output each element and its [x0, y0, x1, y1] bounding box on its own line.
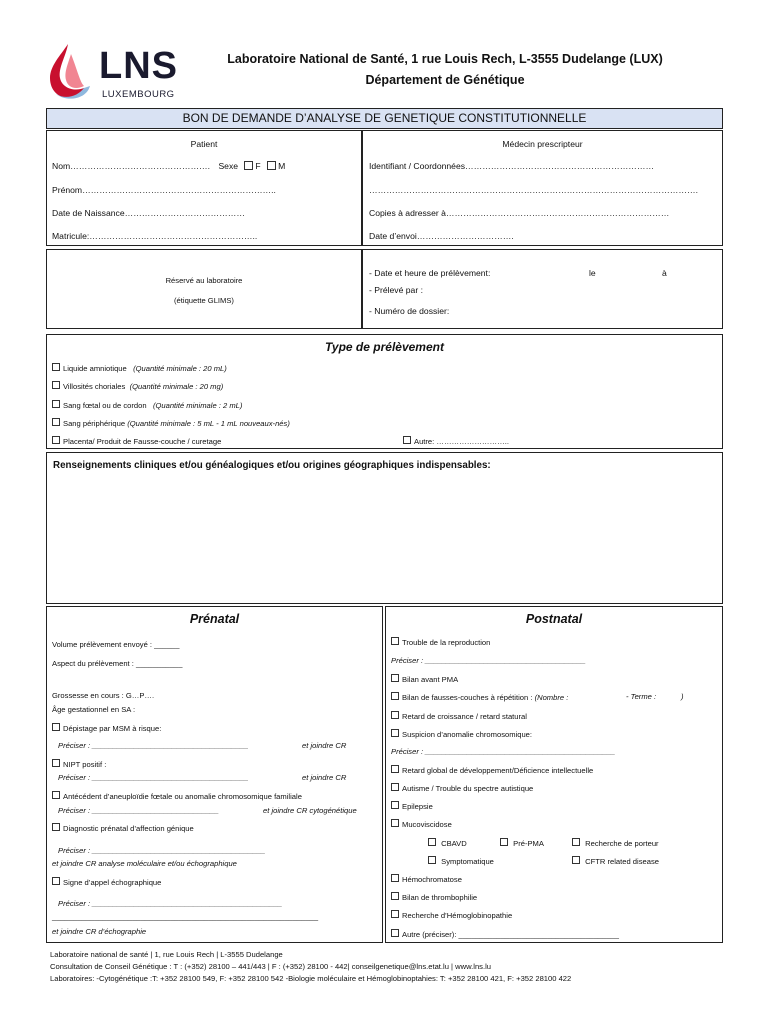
checkbox[interactable] — [391, 929, 399, 937]
checkbox[interactable] — [500, 838, 508, 846]
signe-label: Signe d’appel échographique — [63, 878, 162, 887]
sample-label: Sang périphérique — [63, 419, 126, 428]
prenatal-preciser-2[interactable]: Préciser : _____________________________________ — [58, 773, 249, 782]
patient-nom-field[interactable] — [52, 161, 285, 171]
postnatal-close-paren: ) — [681, 692, 684, 701]
header-department: Département de Génétique — [365, 73, 525, 87]
numero-dossier-field[interactable]: - Numéro de dossier: — [369, 306, 450, 316]
prenatal-aspect-field[interactable]: Aspect du prélèvement : ___________ — [52, 659, 183, 668]
diagnostic-label: Diagnostic prénatal d’affection génique — [63, 824, 194, 833]
prenatal-age-field[interactable]: Âge gestationnel en SA : — [52, 705, 136, 714]
porteur-label: Recherche de porteur — [585, 839, 659, 848]
checkbox[interactable] — [391, 765, 399, 773]
prenatal-signe-option[interactable] — [52, 877, 161, 887]
checkbox[interactable] — [391, 729, 399, 737]
checkbox[interactable] — [52, 877, 60, 885]
cbavd-label: CBAVD — [441, 839, 467, 848]
mucoviscidose-label: Mucoviscidose — [402, 820, 452, 829]
nom-label: Nom…………………………………………. — [52, 161, 211, 171]
footer-address: Laboratoire national de santé | 1, rue Louis Rech | L-3555 Dudelange — [50, 950, 283, 959]
a-label: à — [662, 268, 667, 278]
prenatal-underline[interactable]: _______________________________________________________________ — [52, 912, 319, 921]
checkbox[interactable] — [428, 856, 436, 864]
hemoglobinopathie-label: Recherche d’Hémoglobinopathie — [402, 911, 513, 920]
trouble-label: Trouble de la reproduction — [402, 638, 491, 647]
medecin-identifiant-field[interactable]: Identifiant / Coordonnées………………………………………………………… — [369, 161, 655, 171]
nipt-label: NIPT positif : — [63, 760, 107, 769]
sexe-f-label: F — [255, 161, 261, 171]
checkbox[interactable] — [391, 711, 399, 719]
checkbox[interactable] — [52, 418, 60, 426]
prenatal-joindre-1: et joindre CR — [302, 741, 347, 750]
checkbox[interactable] — [52, 436, 60, 444]
prenatal-antecedent-option[interactable] — [52, 791, 302, 801]
checkbox[interactable] — [391, 674, 399, 682]
checkbox[interactable] — [428, 838, 436, 846]
checkbox[interactable] — [52, 723, 60, 731]
checkbox[interactable] — [52, 363, 60, 371]
bilan-fc-label: Bilan de fausses-couches à répétition : — [402, 693, 533, 702]
postnatal-bilan-pma-option[interactable] — [391, 674, 458, 684]
checkbox[interactable] — [391, 874, 399, 882]
antecedent-label: Antécédent d’aneuploïdie fœtale ou anomalie chromosomique familiale — [63, 792, 302, 801]
renseignements-box[interactable] — [46, 452, 723, 604]
prenatal-grossesse-field[interactable]: Grossesse en cours : G…P…. — [52, 691, 155, 700]
checkbox[interactable] — [391, 910, 399, 918]
thrombophilie-label: Bilan de thrombophilie — [402, 893, 478, 902]
header-address: Laboratoire National de Santé, 1 rue Louis Rech, L-3555 Dudelange (LUX) — [227, 52, 663, 66]
reserve-line1: Réservé au laboratoire — [165, 276, 243, 285]
muco-cftr-option[interactable] — [572, 856, 659, 866]
logo-subtext: LUXEMBOURG — [102, 89, 175, 100]
sample-label: Placenta/ Produit de Fausse-couche / curetage — [63, 437, 222, 446]
sample-option-4[interactable] — [52, 418, 290, 428]
retard-label: Retard de croissance / retard statural — [402, 712, 527, 721]
checkbox[interactable] — [572, 856, 580, 864]
logo-text: LNS — [99, 45, 178, 87]
medecin-copies-field[interactable]: Copies à adresser à…………………………………………………………………… — [369, 208, 670, 218]
prenatal-preciser-3[interactable]: Préciser : ______________________________ — [58, 806, 219, 815]
checkbox[interactable] — [403, 436, 411, 444]
postnatal-preciser-1[interactable]: Préciser : ______________________________________ — [391, 656, 586, 665]
sample-label: Villosités choriales — [63, 382, 126, 391]
postnatal-autre-option[interactable] — [391, 929, 619, 939]
postnatal-retard-option[interactable] — [391, 711, 527, 721]
checkbox[interactable] — [391, 783, 399, 791]
autre-label: Autre (préciser): ______________________________________ — [402, 930, 620, 939]
footer-laboratoires: Laboratoires: -Cytogénétique :T: +352 28100 549, F: +352 28100 542 -Biologie moléculaire et Hémoglobinoptahies: T: +352 28100 421, F: +352 28100 422 — [50, 974, 572, 983]
cftr-label: CFTR related disease — [585, 857, 659, 866]
postnatal-terme-label: - Terme : — [626, 692, 657, 701]
checkbox[interactable] — [572, 838, 580, 846]
patient-matricule-field[interactable]: Matricule:………………………………………………….. — [52, 231, 258, 241]
prenatal-joindre-5: et joindre CR d’échographie — [52, 927, 147, 936]
sexe-m-label: M — [278, 161, 286, 171]
checkbox[interactable] — [391, 801, 399, 809]
checkbox[interactable] — [52, 381, 60, 389]
lns-logo — [44, 42, 179, 102]
prenatal-depistage-option[interactable] — [52, 723, 161, 733]
sexe-m-checkbox[interactable] — [267, 161, 276, 170]
checkbox[interactable] — [52, 823, 60, 831]
checkbox[interactable] — [52, 400, 60, 408]
sample-option-2[interactable] — [52, 381, 223, 391]
sample-note: (Quantité minimale : 5 mL - 1 mL nouveaux-nés) — [127, 419, 290, 428]
prenatal-preciser-1[interactable]: Préciser : _____________________________________ — [58, 741, 249, 750]
checkbox[interactable] — [391, 692, 399, 700]
type-prelevement-heading: Type de prélèvement — [325, 340, 444, 354]
sample-label: Sang fœtal ou de cordon — [63, 401, 147, 410]
muco-cbavd-option[interactable] — [428, 838, 467, 848]
sexe-f-checkbox[interactable] — [244, 161, 253, 170]
postnatal-trouble-option[interactable] — [391, 637, 490, 647]
prenatal-preciser-4[interactable]: Préciser : _________________________________________ — [58, 846, 266, 855]
retard-global-label: Retard global de développement/Déficience intellectuelle — [402, 766, 594, 775]
postnatal-preciser-2[interactable]: Préciser : _____________________________________________ — [391, 747, 616, 756]
postnatal-epilepsie-option[interactable] — [391, 801, 433, 811]
postnatal-mucoviscidose-option[interactable] — [391, 819, 452, 829]
checkbox[interactable] — [52, 759, 60, 767]
le-label: le — [589, 268, 596, 278]
checkbox[interactable] — [52, 791, 60, 799]
symptomatique-label: Symptomatique — [441, 857, 494, 866]
medecin-date-envoi-field[interactable]: Date d’envoi……………………………. — [369, 231, 514, 241]
sample-note: (Quantité minimale : 20 mg) — [129, 382, 224, 391]
postnatal-hemochromatose-option[interactable] — [391, 874, 462, 884]
form-title: BON DE DEMANDE D’ANALYSE DE GENETIQUE CONSTITUTIONNELLE — [182, 111, 587, 125]
postnatal-suspicion-option[interactable] — [391, 729, 532, 739]
sample-option-autre[interactable] — [403, 436, 509, 446]
prenatal-volume-field[interactable]: Volume prélèvement envoyé : ______ — [52, 640, 180, 649]
form-title-bar — [46, 108, 723, 129]
prenatal-diagnostic-option[interactable] — [52, 823, 194, 833]
date-heure-field[interactable]: - Date et heure de prélèvement: — [369, 268, 491, 278]
epilepsie-label: Epilepsie — [402, 802, 433, 811]
postnatal-bilan-fc-option[interactable] — [391, 692, 568, 702]
muco-porteur-option[interactable] — [572, 838, 659, 848]
muco-symptomatique-option[interactable] — [428, 856, 494, 866]
medecin-heading: Médecin prescripteur — [502, 139, 583, 149]
preleve-par-field[interactable]: - Prélevé par : — [369, 285, 423, 295]
reserve-box — [46, 249, 362, 329]
sample-label: Liquide amniotique — [63, 364, 127, 373]
sample-note: (Quantité minimale : 2 mL) — [152, 401, 243, 410]
postnatal-hemoglobinopathie-option[interactable] — [391, 910, 512, 920]
sample-option-5[interactable] — [52, 436, 221, 446]
sample-option-3[interactable] — [52, 400, 242, 410]
muco-prepma-option[interactable] — [500, 838, 544, 848]
sample-note: (Quantité minimale : 20 mL) — [133, 364, 227, 373]
sexe-label: Sexe — [218, 161, 239, 171]
prenatal-preciser-5[interactable]: Préciser : _____________________________________________ — [58, 899, 283, 908]
checkbox[interactable] — [391, 892, 399, 900]
reserve-line2: (étiquette GLIMS) — [174, 296, 234, 305]
checkbox[interactable] — [391, 637, 399, 645]
depistage-label: Dépistage par MSM à risque: — [63, 724, 162, 733]
patient-prenom-field[interactable]: Prénom………………………………………………………….. — [52, 185, 276, 195]
prenatal-joindre-2: et joindre CR — [302, 773, 347, 782]
autisme-label: Autisme / Trouble du spectre autistique — [402, 784, 534, 793]
prenatal-heading: Prénatal — [189, 612, 240, 626]
medecin-coordonnees-field[interactable]: ……………………………………………………………………………………………………. — [369, 185, 698, 195]
postnatal-heading: Postnatal — [525, 612, 583, 626]
patient-dob-field[interactable]: Date de Naissance…………………………………… — [52, 208, 245, 218]
prenatal-joindre-3: et joindre CR cytogénétique — [263, 806, 357, 815]
prenatal-joindre-4: et joindre CR analyse moléculaire et/ou échographique — [52, 859, 237, 868]
footer-consultation: Consultation de Conseil Génétique : T : (+352) 28100 – 441/443 | F : (+352) 28100 - 442| conseilgenetique@lns.etat.lu | www.lns.lu — [50, 962, 491, 971]
sample-autre-label: Autre: ……………………….. — [414, 437, 509, 446]
nombre-label: (Nombre : — [534, 693, 569, 702]
postnatal-autisme-option[interactable] — [391, 783, 533, 793]
bilan-pma-label: Bilan avant PMA — [402, 675, 459, 684]
postnatal-thrombophilie-option[interactable] — [391, 892, 477, 902]
checkbox[interactable] — [391, 819, 399, 827]
sample-option-1[interactable] — [52, 363, 227, 373]
prepma-label: Pré-PMA — [513, 839, 544, 848]
prenatal-nipt-option[interactable] — [52, 759, 106, 769]
renseignements-heading: Renseignements cliniques et/ou généalogiques et/ou origines géographiques indispensables: — [53, 460, 491, 471]
drop-logo-icon — [44, 42, 104, 102]
patient-heading: Patient — [190, 139, 218, 149]
postnatal-retard-global-option[interactable] — [391, 765, 593, 775]
hemochromatose-label: Hémochromatose — [402, 875, 462, 884]
suspicion-label: Suspicion d’anomalie chromosomique: — [402, 730, 533, 739]
